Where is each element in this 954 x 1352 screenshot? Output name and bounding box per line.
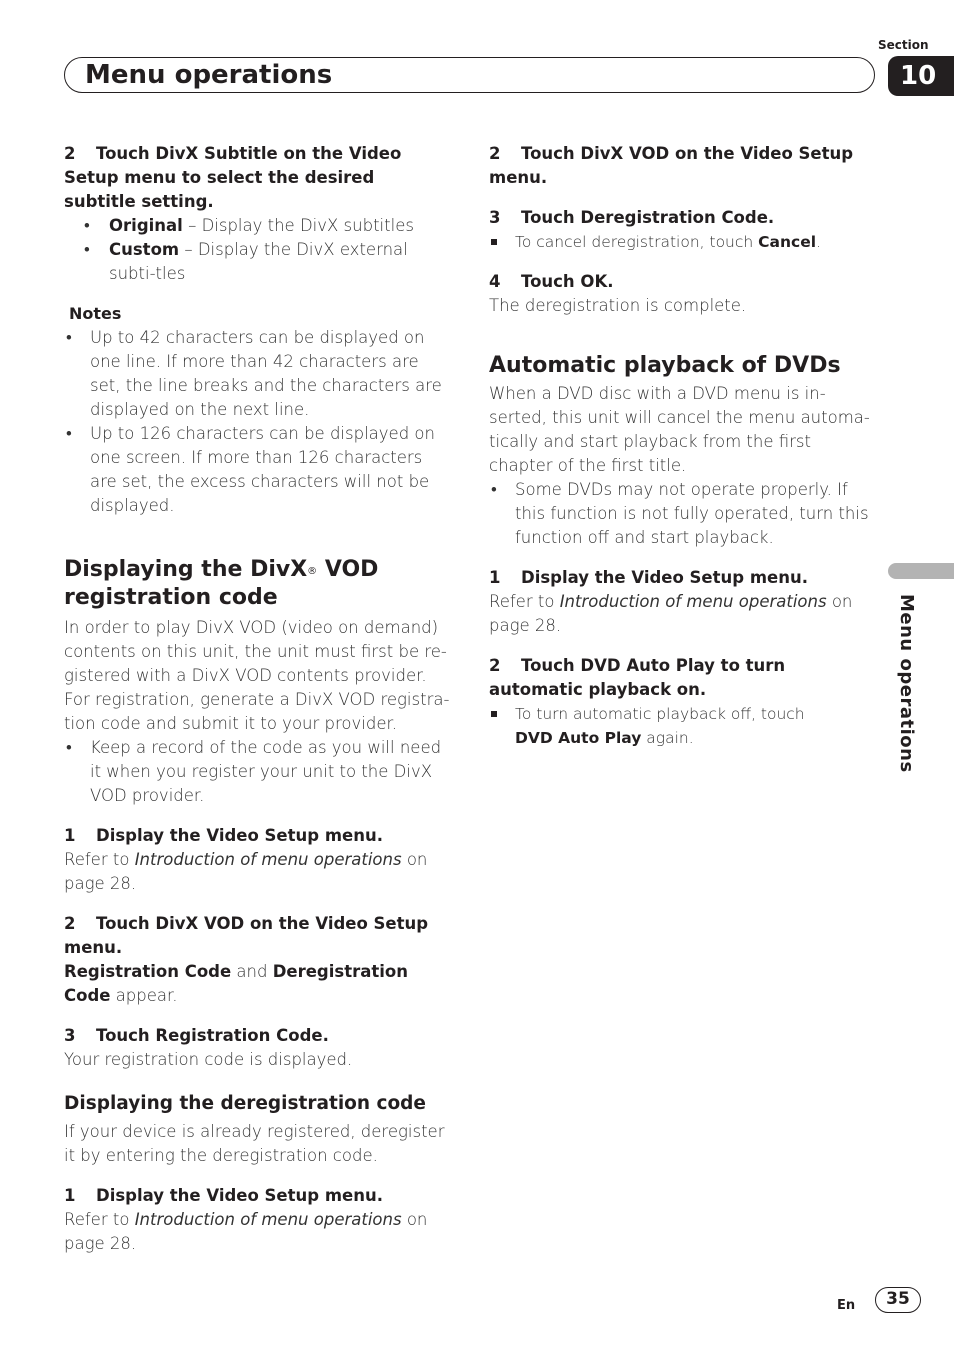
list-item: • Up to 126 characters can be displayed on one screen. If more than 126 characters are set, the excess characters will not be displayed. [64,422,450,518]
step-2b: 2 Touch DVD Auto Play to turn automatic playback on. [489,656,786,699]
step-4: 4 Touch OK. [489,272,614,291]
step-1: 1 Display the Video Setup menu. [64,826,383,845]
notes-list [64,326,450,518]
step-subtitle: 2 Touch DivX Subtitle on the Video Setup menu to select the desired subtitle setting. [64,144,402,211]
step-3-result: Your registration code is displayed. [64,1050,353,1069]
step-2-result: Registration Code and Deregistration Code appear. [64,962,409,1005]
section-label: Section [878,38,929,52]
step-1: 1 Display the Video Setup menu. [489,568,808,587]
page-title: Menu operations [85,60,333,90]
refer-text: Refer to Introduction of menu operations on page 28. [489,592,853,635]
page-number: 35 [875,1287,921,1313]
step-3: 3 Touch Registration Code. [64,1026,329,1045]
right-column [489,142,879,750]
section-number: 10 [888,56,954,96]
refer-text: Refer to Introduction of menu operations on page 28. [64,850,428,893]
list-item: To cancel deregistration, touch Cancel. [489,230,879,254]
step-2: 2 Touch DivX VOD on the Video Setup menu. [64,914,429,957]
step-4-result: The deregistration is complete. [489,296,747,315]
refer-text: Refer to Introduction of menu operations on page 28. [64,1210,428,1253]
side-tab-label: Menu operations [896,594,917,773]
list-item: • Original – Display the DivX subtitles [64,214,450,238]
auto-intro: When a DVD disc with a DVD menu is in-serted, this unit will cancel the menu automa-tically and start playback from the first chapter of the first title. [489,384,870,475]
list-item: To turn automatic playback off, touch DVD Auto Play again. [489,702,879,750]
title-bar [64,57,875,93]
list-item: • Custom – Display the DivX external subti-tles [64,238,450,286]
auto-heading: Automatic playback of DVDs [489,353,841,378]
dereg-step-1: 1 Display the Video Setup menu. [64,1186,383,1205]
left-column [64,142,450,1256]
list-item: • Up to 42 characters can be displayed on one line. If more than 42 characters are set, the line breaks and the characters are displayed on the next line. [64,326,450,422]
list-item: • Keep a record of the code as you will need it when you register your unit to the DivX VOD provider. [64,736,450,808]
side-tab-marker [888,563,954,579]
step-3: 3 Touch Deregistration Code. [489,208,775,227]
vod-intro: In order to play DivX VOD (video on demand) contents on this unit, the unit must first be re-gistered with a DivX VOD contents provider. For registration, generate a DivX VOD registra-tion code and submit it to your provider. [64,618,450,733]
language-label: En [837,1298,856,1313]
list-item: • Some DVDs may not operate properly. If this function is not fully operated, turn this function off and start playback. [489,478,879,550]
subtitle-options [64,214,450,286]
vod-heading: Displaying the DivX® VOD registration code [64,557,379,610]
step-2: 2 Touch DivX VOD on the Video Setup menu. [489,144,854,187]
dereg-heading: Displaying the deregistration code [64,1093,426,1114]
dereg-intro: If your device is already registered, deregister it by entering the deregistration code. [64,1122,445,1165]
notes-title: Notes [69,304,122,323]
